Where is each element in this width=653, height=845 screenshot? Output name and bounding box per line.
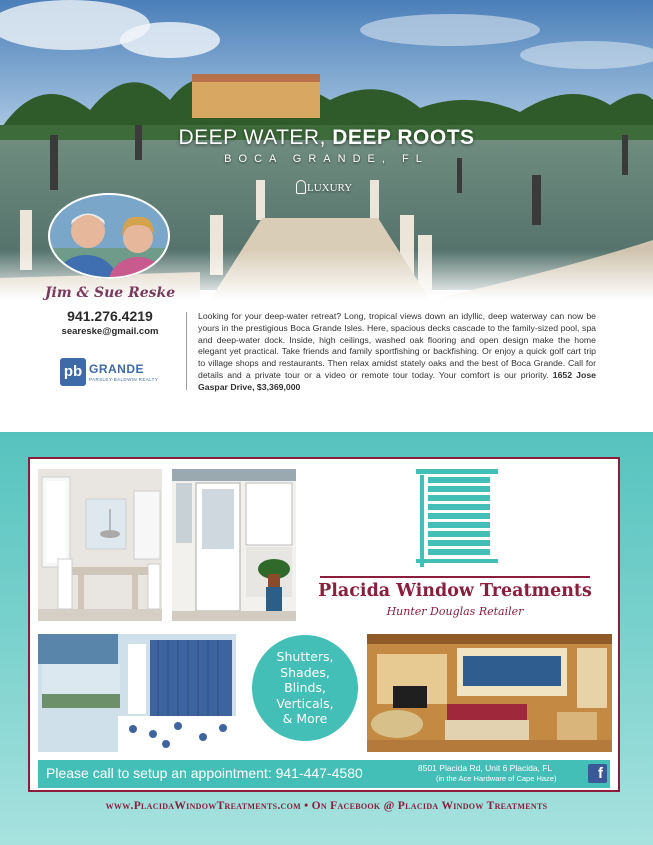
- door-photo: [172, 469, 296, 621]
- luxury-crest-icon: [296, 180, 306, 194]
- living-room-photo: [367, 634, 612, 752]
- appointment-text[interactable]: Please call to setup an appointment: 941-447-4580: [46, 765, 363, 781]
- divider: [186, 312, 187, 390]
- headline-light: DEEP WATER,: [178, 126, 326, 149]
- brokerage-tagline: PARSLEY-BALDWIN REALTY: [89, 377, 159, 382]
- agent-email[interactable]: seareske@gmail.com: [61, 326, 159, 337]
- listing-headline: [0, 126, 653, 150]
- logo-divider: [320, 576, 590, 578]
- brokerage-logo: [60, 358, 170, 388]
- brokerage-mark: pb: [60, 358, 86, 386]
- service-more: & More: [282, 711, 328, 726]
- agent-phone[interactable]: 941.276.4219: [67, 308, 153, 324]
- store-address: 8501 Placida Rd, Unit 6 Placida, FL: [418, 763, 553, 773]
- services-badge: [252, 635, 358, 741]
- service-shutters: Shutters,: [276, 649, 334, 664]
- listing-location: BOCA GRANDE, FL: [224, 153, 429, 165]
- blinds-logo-icon: [416, 469, 498, 569]
- store-address-note: (in the Ace Hardware of Cape Haze): [436, 774, 557, 783]
- footer-web-link[interactable]: www.PlacidaWindowTreatments.com • On Facebook @ Placida Window Treatments: [105, 800, 548, 812]
- business-name: Placida Window Treatments: [318, 581, 592, 601]
- ad-card: [28, 457, 620, 792]
- agent-names: Jim & Sue Reske: [44, 285, 176, 301]
- bedroom-photo: [38, 634, 236, 752]
- luxury-logo: [296, 180, 352, 194]
- appointment-bar: [38, 760, 610, 788]
- listing-description: [198, 311, 596, 394]
- service-verticals: Verticals,: [276, 695, 334, 711]
- dining-room-photo: [38, 469, 162, 621]
- service-blinds: Blinds,: [284, 680, 326, 695]
- agent-photo: [48, 193, 170, 279]
- luxury-logo-text: LUXURY: [307, 182, 353, 194]
- brokerage-name: GRANDE: [89, 362, 145, 376]
- service-shades: Shades,: [280, 664, 330, 680]
- headline-bold: DEEP ROOTS: [332, 126, 475, 149]
- agent-panel: [40, 286, 180, 396]
- retailer-tagline: Hunter Douglas Retailer: [386, 605, 524, 618]
- facebook-icon[interactable]: f: [588, 764, 607, 783]
- listing-address-price: 1652 Jose Gaspar Drive, $3,369,000: [198, 369, 596, 392]
- listing-description-text: Looking for your deep-water retreat? Long, tropical views down an idyllic, deep waterway can now be yours in the prestigious Boca Grande Isles. Here, spacious decks cascade to the family-sized pool, spa and deep-water dock. Inside, high ceilings, washed oak flooring and open design make the home elegant yet practical. Take friends and family sportfishing or backfishing. Or enjoy a quick golf cart trip to village shops and restaurants. Then relax amidst stately oaks and the best of Boca Grande. Call for details and a private tour or a video or remote tour today. Your comfort is our priority.: [198, 311, 596, 380]
